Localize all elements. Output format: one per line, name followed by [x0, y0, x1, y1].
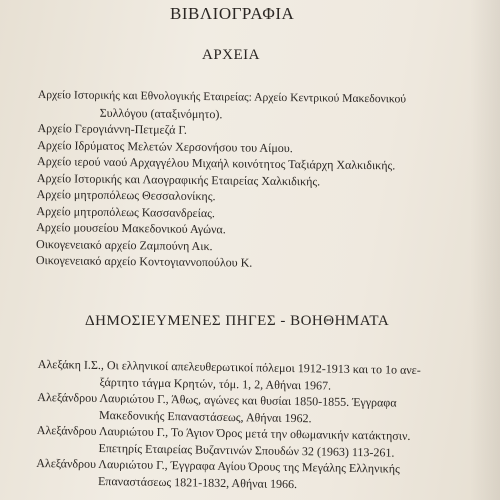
- source-entry: Αλεξάνδρου Λαυριώτου Γ., Το Άγιον Όρος μετά την οθωμανικήν κατάκτησιν.: [36, 422, 411, 443]
- archive-entry: Αρχείο μητροπόλεως Θεσσαλονίκης.: [36, 186, 216, 204]
- archive-entry: Οικογενειακό αρχείο Κοντογιαννοπούλου Κ.: [35, 252, 253, 270]
- archive-entry: Αρχείο μουσείου Μακεδονικού Αγώνα.: [36, 219, 226, 237]
- archive-entry: Αρχείο Γερογιάννη-Πετμεζά Γ.: [37, 120, 188, 137]
- archive-entry-continuation: Συλλόγου (αταξινόμητο).: [99, 105, 223, 121]
- source-entry-continuation: Επαναστάσεως 1821-1832, Αθήναι 1966.: [97, 473, 298, 491]
- source-entry: Αλεξάνδρου Λαυριώτου Γ., Έγγραφα Αγίου Όρους της Μεγάλης Ελληνικής: [36, 455, 400, 476]
- source-entry: Αλεξάνδρου Λαυριώτου Γ., Άθως, αγώνες και θυσίαι 1850-1855. Έγγραφα: [37, 389, 397, 410]
- archive-entry: Αρχείο μητροπόλεως Κασσανδρείας.: [36, 203, 216, 220]
- archives-list: [36, 87, 478, 274]
- source-entry: Αλεξάκη Ι.Σ., Οι ελληνικοί απελευθερωτικοί πόλεμοι 1912-1913 και το 1ο ανε-: [37, 356, 421, 378]
- archive-entry: Αρχείο Ιστορικής και Λαογραφικής Εταιρείας Χαλκιδικής.: [36, 170, 321, 188]
- archive-entry: Οικογενειακό αρχείο Ζαμπούνη Αικ.: [36, 236, 213, 253]
- sources-list: [36, 356, 478, 495]
- archives-heading: ΑΡΧΕΙΑ: [202, 47, 260, 63]
- archive-entry: Αρχείο Ιδρύματος Μελετών Χερσονήσου του Αίμου.: [37, 137, 293, 155]
- sources-heading: ΔΗΜΟΣΙΕΥΜΕΝΕΣ ΠΗΓΕΣ - ΒΟΗΘΗΜΑΤΑ: [85, 313, 390, 329]
- source-entry-continuation: ξάρτητο τάγμα Κρητών, τόμ. 1, 2, Αθήναι 1967.: [99, 374, 332, 393]
- archive-entry: Αρχείο Ιστορικής και Εθνολογικής Εταιρείας: Αρχείο Κεντρικού Μακεδονικού: [37, 87, 407, 106]
- page-title: ΒΙΒΛΙΟΓΡΑΦΙΑ: [170, 4, 295, 23]
- source-entry-continuation: Μακεδονικής Επαναστάσεως, Αθήναι 1962.: [98, 407, 312, 425]
- archive-entry: Αρχείο ιερού ναού Αρχαγγέλου Μιχαήλ κοινότητος Ταξιάρχη Χαλκιδικής.: [37, 153, 396, 173]
- source-entry-continuation: Επετηρίς Εταιρείας Βυζαντινών Σπουδών 32 (1963) 113-261.: [98, 440, 395, 460]
